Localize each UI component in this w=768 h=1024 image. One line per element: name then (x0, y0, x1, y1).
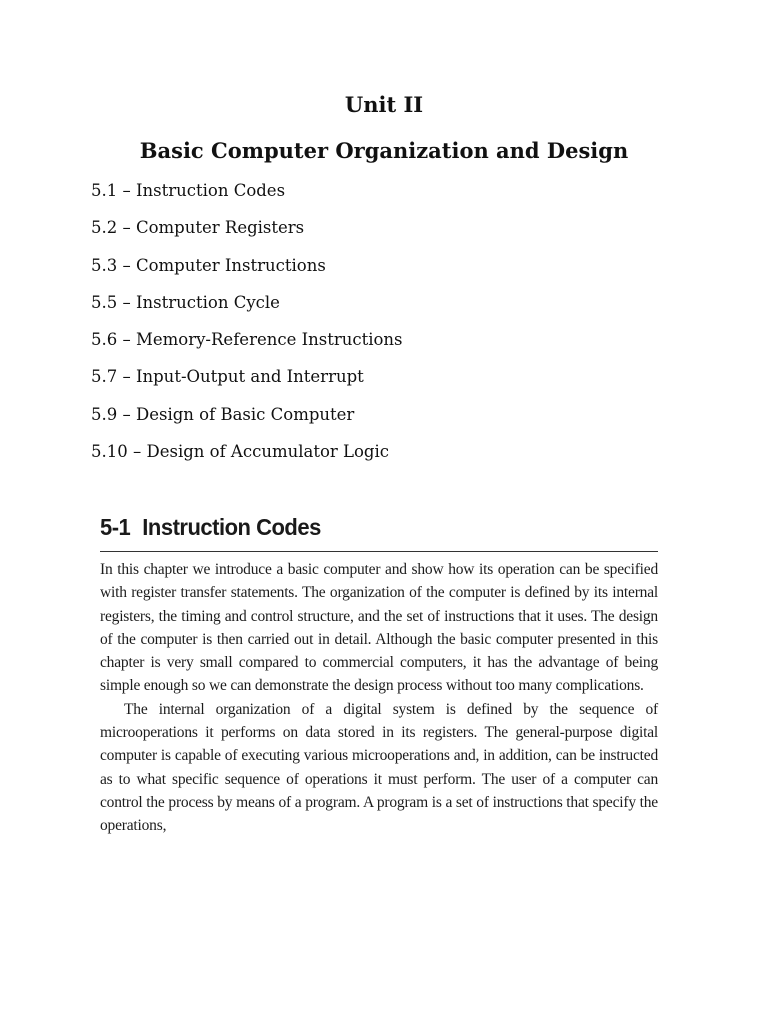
toc-item: 5.10 – Design of Accumulator Logic (91, 442, 390, 462)
section-title: Instruction Codes (142, 514, 321, 541)
page-title: Basic Computer Organization and Design (139, 138, 629, 163)
toc-item: 5.1 – Instruction Codes (91, 181, 286, 200)
section-heading (100, 514, 658, 550)
section-number: 5-1 (100, 514, 131, 541)
scanned-textbook-excerpt (100, 515, 658, 900)
toc-item: 5.3 – Computer Instructions (91, 255, 326, 275)
toc-item: 5.9 – Design of Basic Computer (91, 404, 355, 424)
toc-item: 5.6 – Memory-Reference Instructions (91, 330, 403, 350)
toc-item: 5.2 – Computer Registers (91, 218, 305, 238)
unit-title: Unit II (344, 92, 424, 117)
body-paragraph: In this chapter we introduce a basic computer and show how its operation can be specified with register transfer statements. The organization of the computer is defined by its internal registers, the timing and control structure, and the set of instructions that it uses. The design of the computer is then carried out in detail. Although the basic computer presented in this chapter is very small compared to commercial computers, it has the advantage of being simple enough so we can demonstrate the design process without too many complications. (100, 561, 658, 695)
table-of-contents (91, 181, 403, 479)
toc-item: 5.5 – Instruction Cycle (91, 292, 280, 312)
body-paragraph: The internal organization of a digital system is defined by the sequence of microoperations it performs on data stored in its registers. The general-purpose digital computer is capable of executing various microoperations and, in addition, can be instructed as to what specific sequence of operations it must perform. The user of a computer can control the process by means of a program. A program is a set of instructions that specify the operations, (100, 700, 658, 835)
section-divider (100, 551, 658, 552)
toc-item: 5.7 – Input-Output and Interrupt (91, 367, 364, 387)
